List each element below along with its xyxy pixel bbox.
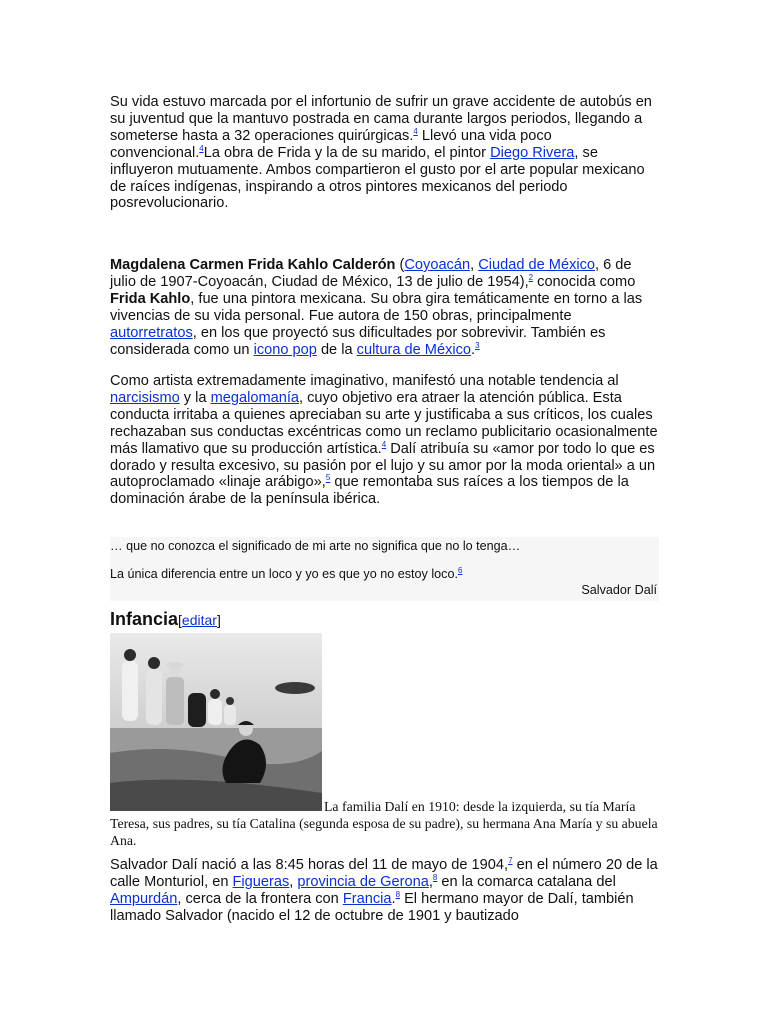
text: , [428, 873, 433, 890]
text: que remontaba sus raíces a los tiempos de la dominación árabe de la península ibérica. [110, 474, 629, 508]
text: , se influyeron mutuamente. Ambos compartieron el gusto por el arte popular mexicano de raíces indígenas, inspirando a otros pintores mexicanos del periodo posrevolucionario. [110, 144, 645, 212]
text: en el número 20 de la calle Monturiol, en [110, 857, 658, 890]
text: en la comarca catalana del [437, 873, 616, 890]
text: , 6 de julio de 1907-Coyoacán, Ciudad de México, 13 de julio de 1954), [110, 257, 632, 290]
family-photo-image [110, 633, 322, 811]
text: La obra de Frida y la de su marido, el pintor [203, 144, 491, 161]
text: Salvador Dalí nació a las 8:45 horas del 11 de mayo de 1904, [110, 857, 509, 873]
link-autorretratos[interactable]: autorretratos [110, 324, 193, 341]
quote-author: Salvador Dalí [581, 583, 657, 597]
text: conocida como [533, 273, 636, 290]
section-heading-infancia [110, 608, 660, 631]
caption-rest: María Teresa, sus padres, su tía Catalina (segunda esposa de su padre), su hermana Ana María y su abuela Ana. [110, 799, 658, 848]
paragraph-frida-intro [110, 94, 660, 212]
photo-caption [110, 799, 660, 849]
ref-link[interactable]: 8 [395, 889, 401, 899]
text: Su vida estuvo marcada por el infortunio de sufrir un grave accidente de autobús en su juventud que la mantuvo postrada en cama durante largos periodos, llegando a someterse hasta a 32 operaciones quirúrgicas. [110, 94, 652, 144]
link-figueras[interactable]: Figueras [232, 873, 290, 890]
ref-link[interactable]: 4 [199, 143, 204, 153]
link-provincia-de-gerona[interactable]: provincia de Gerona [297, 873, 429, 890]
ref-link[interactable]: 7 [508, 856, 513, 866]
ref-link[interactable]: 6 [457, 565, 463, 575]
link-francia[interactable]: Francia [342, 890, 392, 907]
bracket: [ [178, 612, 182, 628]
link-ciudad-de-mexico[interactable]: Ciudad de México [478, 257, 596, 273]
link-diego-rivera[interactable]: Diego Rivera [490, 144, 575, 161]
text: . [391, 890, 396, 907]
bracket: ] [216, 612, 221, 628]
ref-link[interactable]: 2 [528, 273, 534, 283]
heading-text: Infancia [110, 609, 179, 629]
ref-link[interactable]: 4 [413, 126, 418, 136]
paragraph-dali-birth [110, 857, 660, 925]
link-cultura-de-mexico[interactable]: cultura de México [356, 341, 472, 358]
link-megalomania[interactable]: megalomanía [210, 389, 300, 406]
reference-3[interactable] [475, 341, 479, 350]
text: La única diferencia entre un loco y yo es que yo no estoy loco. [110, 567, 458, 581]
text: El hermano mayor de Dalí, también llamado Salvador (nacido el 12 de octubre de 1901 y bautizado [110, 890, 634, 924]
ref-link[interactable]: 3 [475, 340, 480, 350]
text: , cuyo objetivo era atraer la atención pública. Esta conducta irritaba a quienes apreciaban su arte y justificaba a sus críticos, los cuales rechazaban sus conductas excéntricas como un reclamo publicitario ocasionalmente más llamativo que su producción artística. [110, 389, 658, 457]
ref-link[interactable]: 5 [325, 473, 331, 483]
ref-link[interactable]: 4 [381, 439, 387, 449]
quote-line-2 [110, 567, 462, 581]
text: Como artista extremadamente imaginativo, manifestó una notable tendencia al [110, 373, 619, 389]
reference-6[interactable] [458, 566, 462, 575]
quote-line-1: … que no conozca el significado de mi arte no significa que no lo tenga… [110, 539, 521, 553]
link-ampurdan[interactable]: Ampurdán [110, 890, 178, 907]
text: , fue una pintora mexicana. Su obra gira temáticamente en torno a las vivencias de su vida personal. Fue autora de 150 obras, principalmente [110, 290, 643, 324]
quote-box [110, 537, 659, 601]
text: , [470, 257, 479, 273]
text: y la [179, 389, 211, 406]
text: Llevó una vida poco convencional. [110, 127, 552, 161]
bold-name: Magdalena Carmen Frida Kahlo Calderón [110, 257, 396, 273]
link-narcisismo[interactable]: narcisismo [110, 389, 180, 406]
text: , [289, 873, 298, 890]
paragraph-frida-bio [110, 257, 660, 358]
text: , en los que proyectó sus dificultades por sobrevivir. También es considerada como un [110, 324, 606, 358]
ref-link[interactable]: 8 [432, 873, 438, 883]
edit-section [178, 612, 221, 628]
caption-line-1: La familia Dalí en 1910: desde la izquierda, su tía [324, 799, 600, 814]
edit-link[interactable]: editar [181, 612, 217, 628]
text: de la [316, 341, 357, 358]
text: ( [395, 257, 405, 273]
text: . [471, 341, 476, 358]
link-icono-pop[interactable]: icono pop [253, 341, 317, 358]
bold-frida-kahlo: Frida Kahlo [110, 290, 191, 307]
paragraph-dali-personality [110, 373, 660, 508]
text: Dalí atribuía su «amor por todo lo que es dorado y resulta excesivo, su pasión por el lujo y su amor por la moda oriental» a un autoproclamado «linaje arábigo», [110, 440, 656, 491]
link-coyoacan[interactable]: Coyoacán [404, 257, 471, 273]
text: , cerca de la frontera con [177, 890, 343, 907]
